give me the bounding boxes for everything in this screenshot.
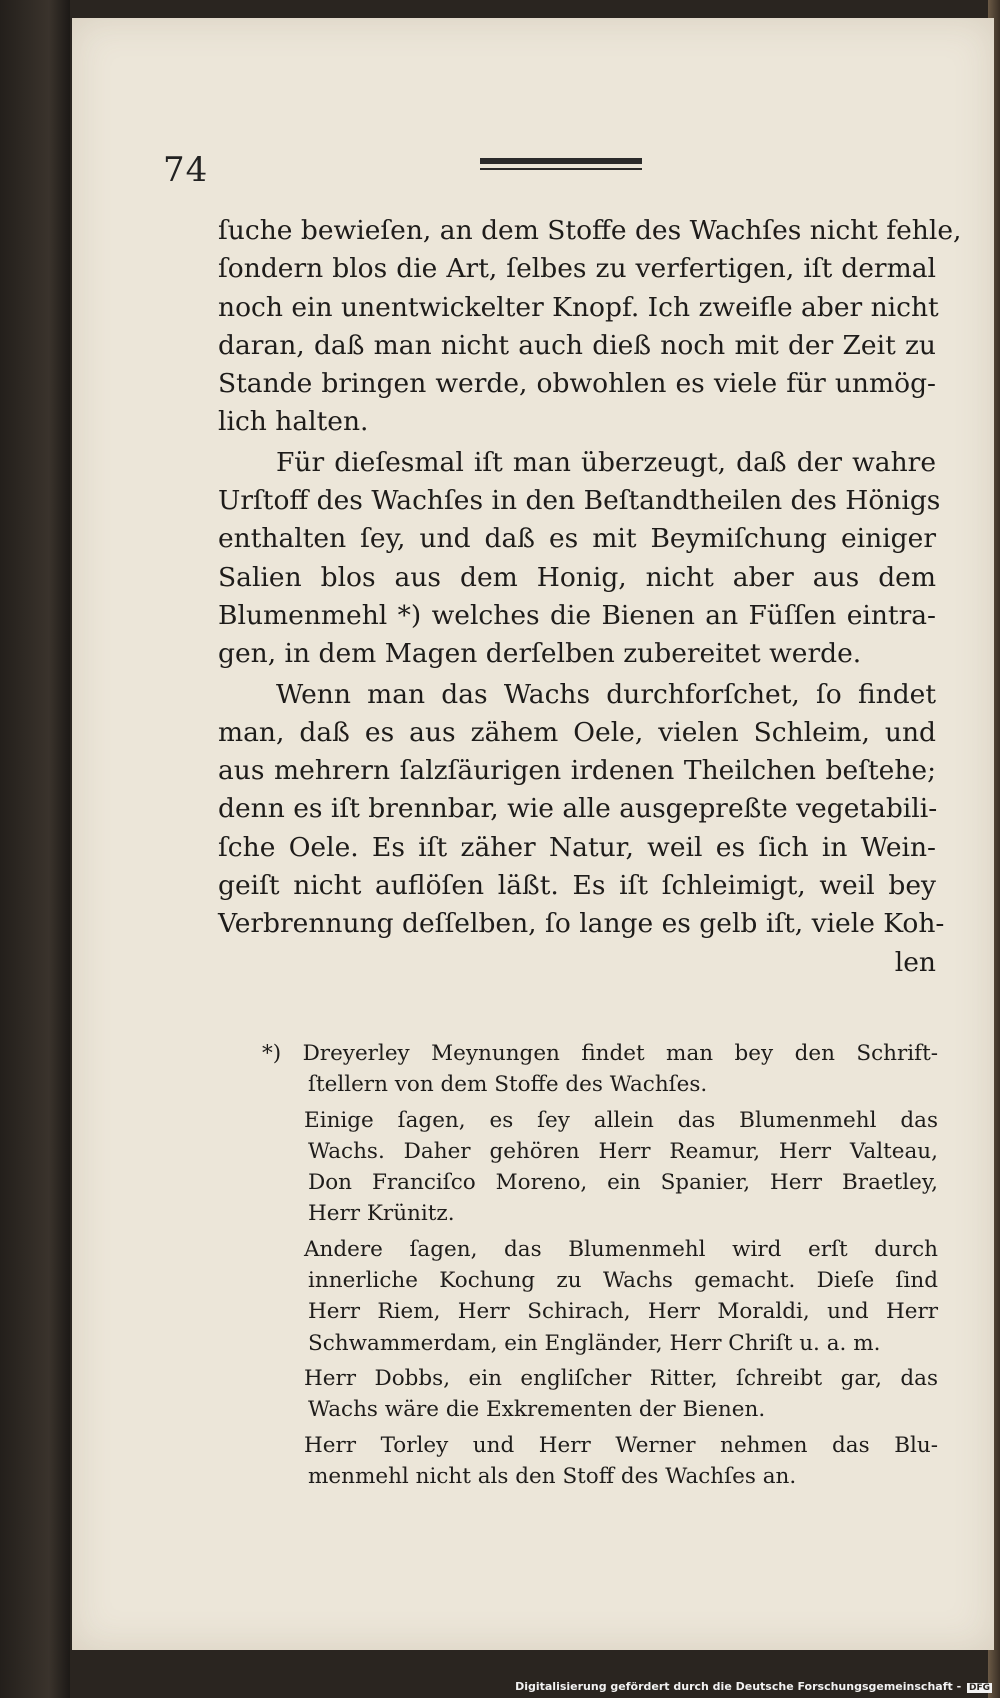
text-line: ſuche bewieſen, an dem Stoffe des Wachſes nicht fehle, [218, 215, 962, 246]
footnote-line: Don Franciſco Moreno, ein Spanier, Herr Braetley, [308, 1170, 938, 1196]
footnote-line: menmehl nicht als den Stoff des Wachſes an. [308, 1463, 797, 1489]
text-line: gen, in dem Magen derſelben zubereitet werde. [218, 638, 862, 670]
footnote-line: *) Dreyerley Meynungen findet man bey den Schrift- [262, 1041, 938, 1066]
text-line: man, daß es aus zähem Oele, vielen Schleim, und [218, 716, 936, 748]
page-number: 74 [163, 150, 209, 190]
text-line: geiſt nicht auflöſen läßt. Es iſt ſchleimigt, weil bey [218, 870, 936, 902]
dfg-logo: DFG [968, 1683, 990, 1693]
footnote-line: Schwammerdam, ein Engländer, Herr Chriſt u. a. m. [308, 1330, 881, 1356]
footnote-block [262, 1038, 938, 1492]
text-line: Blumenmehl *) welches die Bienen an Füſſen eintra- [218, 599, 936, 631]
text-line: ſondern blos die Art, ſelbes zu verfertigen, iſt dermal [218, 253, 936, 285]
text-line: aus mehrern ſalzſäurigen irdenen Theilchen beſtehe; [218, 755, 936, 787]
text-line: ſche Oele. Es iſt zäher Natur, weil es ſich in Wein- [218, 831, 936, 863]
credit-text: Digitalisierung gefördert durch die Deutsche Forschungsgemeinschaft - [515, 1680, 962, 1693]
catchword: len [894, 946, 936, 978]
main-text-block [218, 212, 962, 982]
text-line: enthalten ſey, und daß es mit Beymiſchung einiger [218, 523, 936, 555]
footnote-line: Wachs wäre die Exkrementen der Bienen. [308, 1397, 766, 1423]
text-line: lich halten. [218, 406, 369, 438]
text-line: denn es iſt brennbar, wie alle ausgepreßte vegetabili- [218, 793, 938, 825]
footnote-line: Herr Torley und Herr Werner nehmen das Blu- [304, 1432, 938, 1458]
footnote-line: Andere ſagen, das Blumenmehl wird erſt durch [304, 1236, 938, 1262]
footnote-line: Herr Krünitz. [308, 1201, 455, 1227]
text-line: Verbrennung deſſelben, ſo lange es gelb iſt, viele Koh- [218, 908, 945, 940]
header-ornament-rule [480, 158, 642, 172]
footnote-line: Wachs. Daher gehören Herr Reamur, Herr Valteau, [308, 1138, 938, 1164]
footnote-line: Herr Riem, Herr Schirach, Herr Moraldi, und Herr [308, 1299, 938, 1325]
text-line: Salien blos aus dem Honig, nicht aber aus dem [218, 561, 936, 593]
book-binding-left [0, 0, 70, 1698]
text-line: daran, daß man nicht auch dieß noch mit der Zeit zu [218, 329, 936, 361]
text-line: Wenn man das Wachs durchforſchet, ſo findet [276, 678, 936, 710]
text-line: Stande bringen werde, obwohlen es viele für unmög- [218, 368, 936, 400]
footnote-line: innerliche Kochung zu Wachs gemacht. Dieſe ſind [308, 1268, 938, 1294]
text-line: Urſtoff des Wachſes in den Beſtandtheilen des Hönigs [218, 485, 941, 517]
footnote-line: Herr Dobbs, ein engliſcher Ritter, ſchreibt gar, das [304, 1365, 938, 1391]
text-line: Für dieſesmal iſt man überzeugt, daß der wahre [276, 446, 936, 478]
footnote-line: ſtellern von dem Stoffe des Wachſes. [308, 1072, 708, 1098]
footnote-line: Einige ſagen, es ſey allein das Blumenmehl das [304, 1107, 938, 1133]
text-line: noch ein unentwickelter Knopf. Ich zweifle aber nicht [218, 291, 939, 323]
digitization-credit [515, 1680, 992, 1693]
